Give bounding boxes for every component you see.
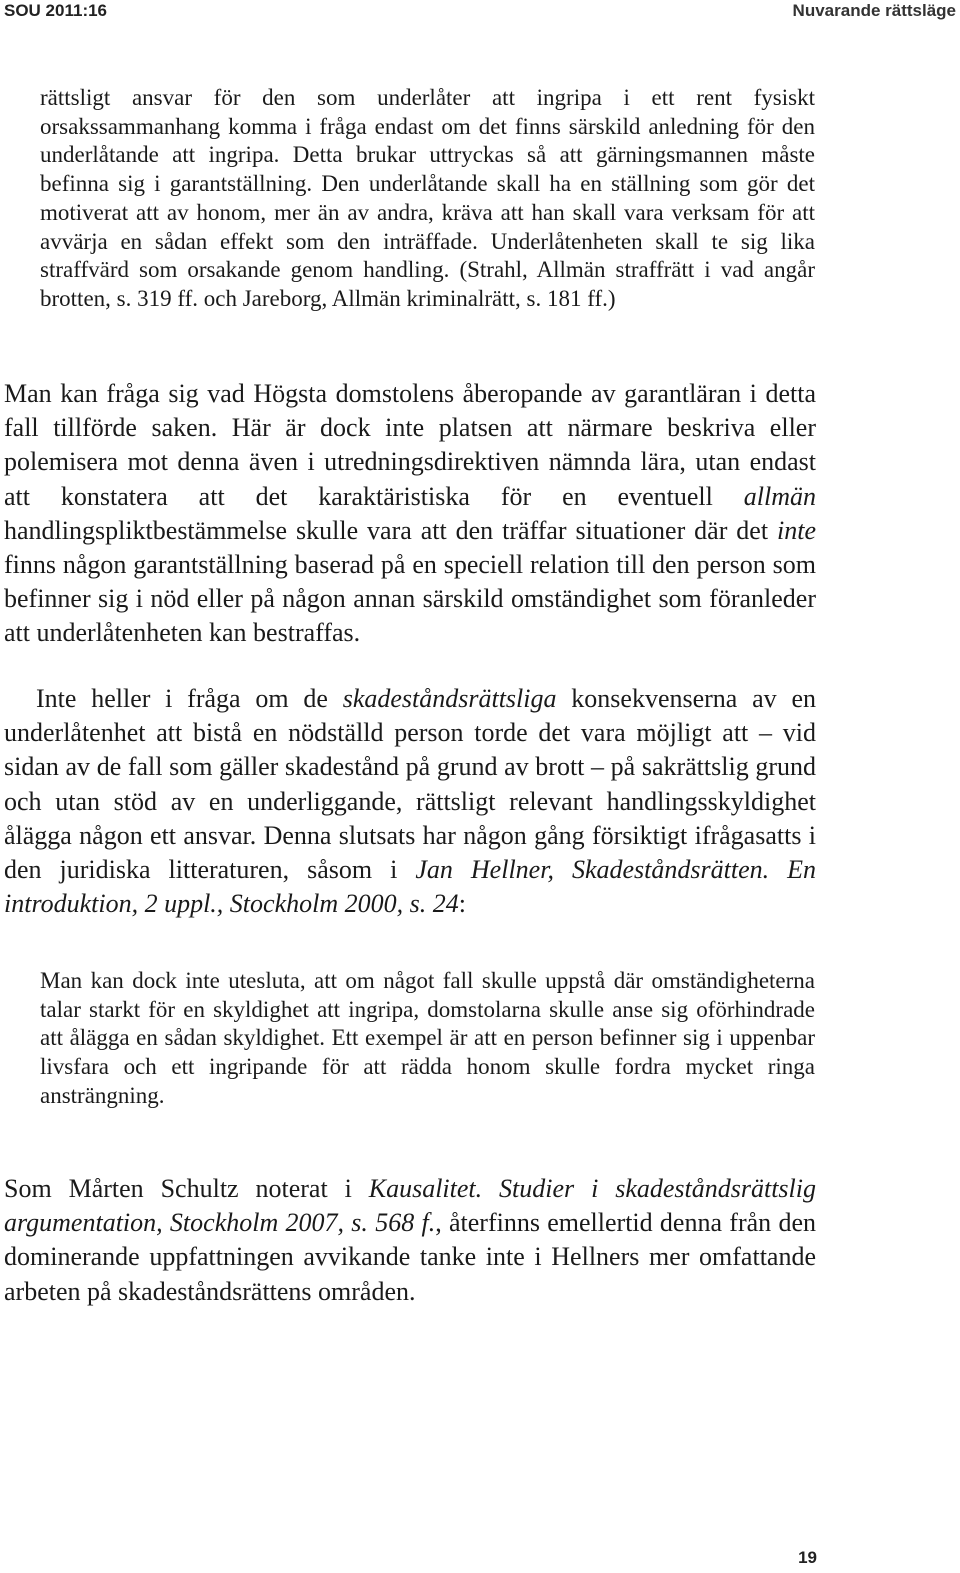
emphasis-allman: allmän [743,481,816,511]
citation-hellner: Jan Hellner, Skadeståndsrätten. En introduktion, 2 uppl., Stockholm 2000, s. 24 [4,855,816,919]
citation-schultz: Kausalitet. Studier i skadeståndsrättslig argumentation, Stockholm 2007, s. 568 f. [4,1174,816,1238]
chapter-title: Nuvarande rättsläge [792,1,956,20]
paragraph-garantlara: Man kan fråga sig vad Högsta domstolens åberopande av garantläran i detta fall tillförde saken. Här är dock inte platsen att närmare beskriva eller polemisera mot denna även i utredningsdirektiven nämnda lära, utan endast att konstatera att det karaktäristiska för en eventuell allmän handlingspliktbestämmelse skulle vara att den träffar situationer där det inte finns någon garantställning baserad på en speciell relation till den person som befinner sig i nöd eller på någon annan särskild omständighet som föranleder att underlåtenheten kan bestraffas. [4,379,816,648]
paragraph-skadestand: Inte heller i fråga om de skadeståndsrättsliga konsekvenserna av en underlåtenhet att bistå en nödställd person torde det vara möjligt att – vid sidan av de fall som gäller skadestånd på grund av brott – på sakrättslig grund och utan stöd av en underliggande, rättsligt relevant handlingsskyldighet ålägga någon ett ansvar. Denna slutsats har någon gång försiktigt ifrågasatts i den juridiska litteraturen, såsom i Jan Hellner, Skadeståndsrätten. En introduktion, 2 uppl., Stockholm 2000, s. 24: [4,684,816,919]
page-number: 19 [798,1548,817,1567]
block-quote-strahl-jareborg: rättsligt ansvar för den som underlåter att ingripa i ett rent fysiskt orsakssammanhang komma i fråga endast om det finns särskild anledning för den underlåtande att ingripa. Detta brukar uttryckas så att gärningsmannen måste befinna sig i garantställning. Den underlåtande skall ha en ställning som gör det motiverat att av honom, mer än av andra, kräva att han skall vara verksam för att avvärja en sådan effekt som den inträffade. Underlåtenheten skall te sig lika straffvärd som orsakande genom handling. (Strahl, Allmän straffrätt i vad angår brotten, s. 319 ff. och Jareborg, Allmän kriminalrätt, s. 181 ff.) [40,85,815,311]
emphasis-skadestandsrattsliga: skadeståndsrättsliga [342,684,557,713]
running-header [0,0,960,30]
document-reference: SOU 2011:16 [4,1,108,20]
block-quote-hellner: Man kan dock inte utesluta, att om något fall skulle uppstå där omständigheterna talar starkt för en skyldighet att ingripa, domstolarna skulle anse sig oförhindrade att ålägga en sådan skyldighet. Ett exempel är att en person befinner sig i uppenbar livsfara och ett ingripande för att rädda honom skulle fordra mycket ringa ansträngning. [40,968,815,1108]
emphasis-inte: inte [777,515,816,545]
paragraph-schultz: Som Mårten Schultz noterat i Kausalitet. Studier i skadeståndsrättslig argumentation, Stockholm 2007, s. 568 f., återfinns emellertid denna från den dominerande uppfattningen avvikande tanke inte i Hellners mer omfattande arbeten på skadeståndsrättens områden. [4,1174,816,1306]
